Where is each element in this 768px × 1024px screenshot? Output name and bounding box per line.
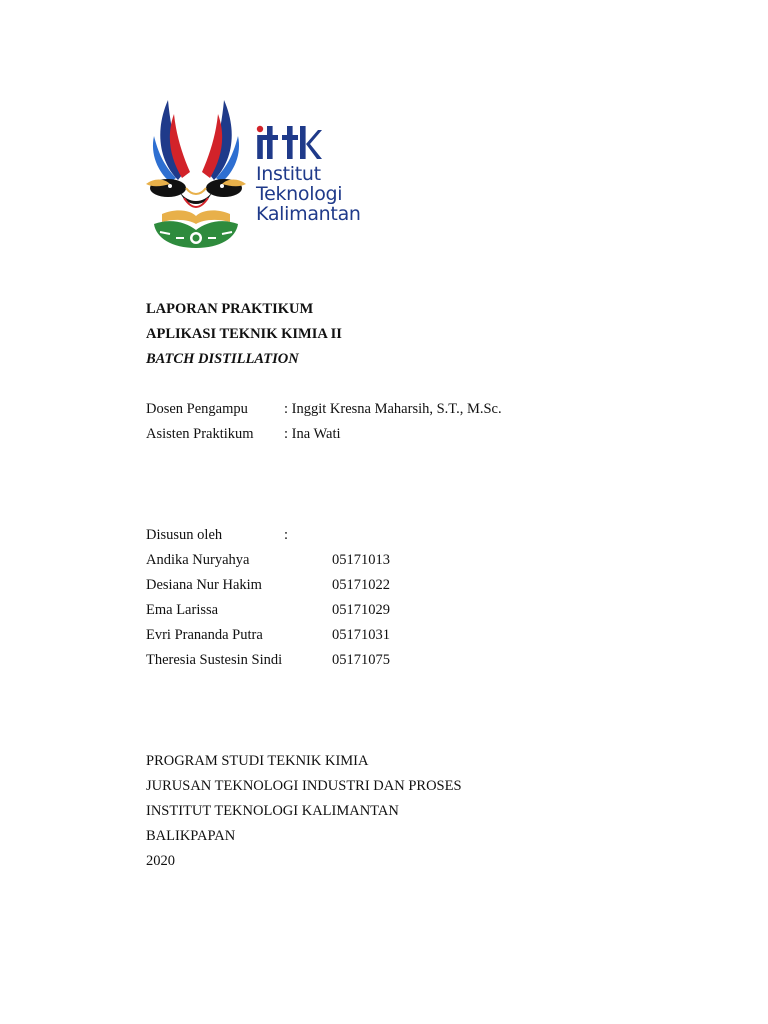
institution-footer [146,749,462,874]
logo-name-line: Kalimantan [256,203,361,225]
logo-institution-name [256,164,362,224]
supervisor-label: Dosen Pengampu [146,401,248,417]
authors-header-colon: : [284,527,289,543]
author-id: 05171029 [332,602,390,618]
author-row [146,548,390,573]
author-row [146,598,390,623]
author-row [146,623,390,648]
author-name: Evri Prananda Putra [146,627,263,643]
hornbill-emblem-icon [140,92,252,252]
authors-header-label: Disusun oleh [146,527,223,543]
author-name: Desiana Nur Hakim [146,577,262,593]
footer-line: PROGRAM STUDI TEKNIK KIMIA [146,753,369,769]
author-name: Andika Nuryahya [146,552,250,568]
author-id: 05171075 [332,652,390,668]
authors-list [146,523,390,673]
footer-line: JURUSAN TEKNOLOGI INDUSTRI DAN PROSES [146,778,462,794]
author-row [146,648,390,673]
supervisor-info [146,397,502,447]
report-title [146,297,342,372]
supervisor-value: : Inggit Kresna Maharsih, S.T., M.Sc. [284,401,502,417]
footer-line: INSTITUT TEKNOLOGI KALIMANTAN [146,803,399,819]
author-name: Theresia Sustesin Sindi [146,652,283,668]
supervisor-label: Asisten Praktikum [146,426,254,442]
author-id: 05171013 [332,552,390,568]
logo-wordmark [256,124,362,224]
itk-mark-icon [256,124,322,160]
title-line-1: LAPORAN PRAKTIKUM [146,301,314,317]
author-id: 05171022 [332,577,390,593]
title-line-3: BATCH DISTILLATION [146,351,299,367]
author-row [146,573,390,598]
title-line-2: APLIKASI TEKNIK KIMIA II [146,326,342,342]
logo-name-line: Institut [256,163,321,185]
authors-header [146,523,390,548]
author-id: 05171031 [332,627,390,643]
footer-line: BALIKPAPAN [146,828,236,844]
footer-year: 2020 [146,853,175,869]
supervisor-row [146,397,502,422]
logo-name-line: Teknologi [256,183,343,205]
supervisor-value: : Ina Wati [284,426,341,442]
institution-logo [140,92,362,252]
author-name: Ema Larissa [146,602,219,618]
supervisor-row [146,422,502,447]
